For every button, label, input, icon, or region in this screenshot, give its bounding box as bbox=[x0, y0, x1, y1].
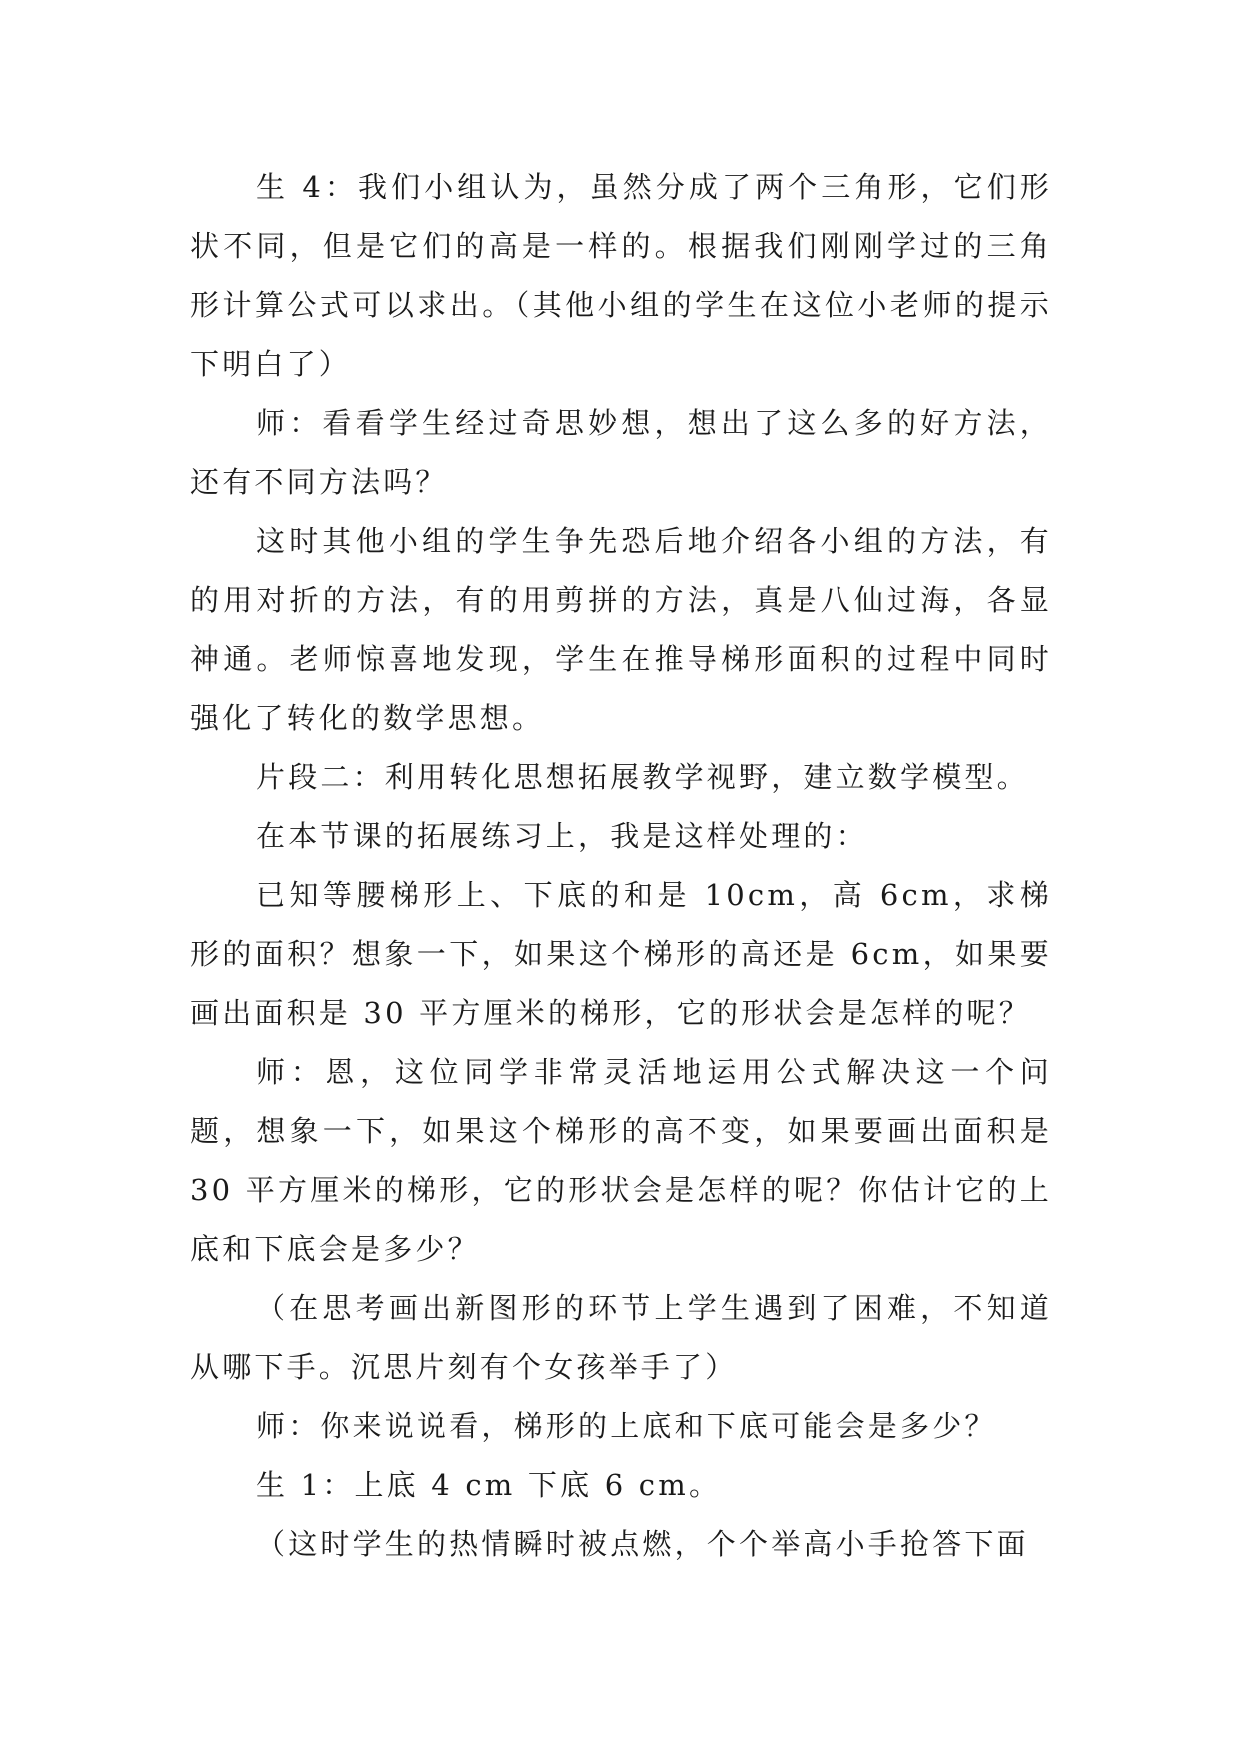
paragraph: 片段二：利用转化思想拓展教学视野，建立数学模型。 bbox=[256, 760, 1029, 794]
document-body bbox=[190, 158, 1052, 1574]
paragraph: 生 4：我们小组认为，虽然分成了两个三角形，它们形状不同，但是它们的高是一样的。根据我们刚刚学过的三角形计算公式可以求出。（其他小组的学生在这位小老师的提示下明白了） bbox=[190, 170, 1052, 381]
paragraph: 师：你来说说看，梯形的上底和下底可能会是多少？ bbox=[256, 1409, 997, 1443]
paragraph: 这时其他小组的学生争先恐后地介绍各小组的方法，有的用对折的方法，有的用剪拼的方法，真是八仙过海，各显神通。老师惊喜地发现，学生在推导梯形面积的过程中同时强化了转化的数学思想。 bbox=[190, 524, 1052, 735]
paragraph: （在思考画出新图形的环节上学生遇到了困难，不知道从哪下手。沉思片刻有个女孩举手了） bbox=[190, 1291, 1052, 1384]
paragraph: 师：恩，这位同学非常灵活地运用公式解决这一个问题，想象一下，如果这个梯形的高不变，如果要画出面积是 30 平方厘米的梯形，它的形状会是怎样的呢？你估计它的上底和下底会是多少？ bbox=[190, 1055, 1052, 1266]
paragraph: 生 1：上底 4 cm 下底 6 cm。 bbox=[256, 1468, 722, 1502]
paragraph: 在本节课的拓展练习上，我是这样处理的： bbox=[256, 819, 868, 853]
paragraph: 已知等腰梯形上、下底的和是 10cm，高 6cm，求梯形的面积？想象一下，如果这个梯形的高还是 6cm，如果要画出面积是 30 平方厘米的梯形，它的形状会是怎样的呢？ bbox=[190, 878, 1052, 1030]
paragraph: 师：看看学生经过奇思妙想，想出了这么多的好方法，还有不同方法吗？ bbox=[190, 406, 1052, 499]
paragraph: （这时学生的热情瞬时被点燃，个个举高小手抢答下面 bbox=[256, 1527, 1029, 1561]
